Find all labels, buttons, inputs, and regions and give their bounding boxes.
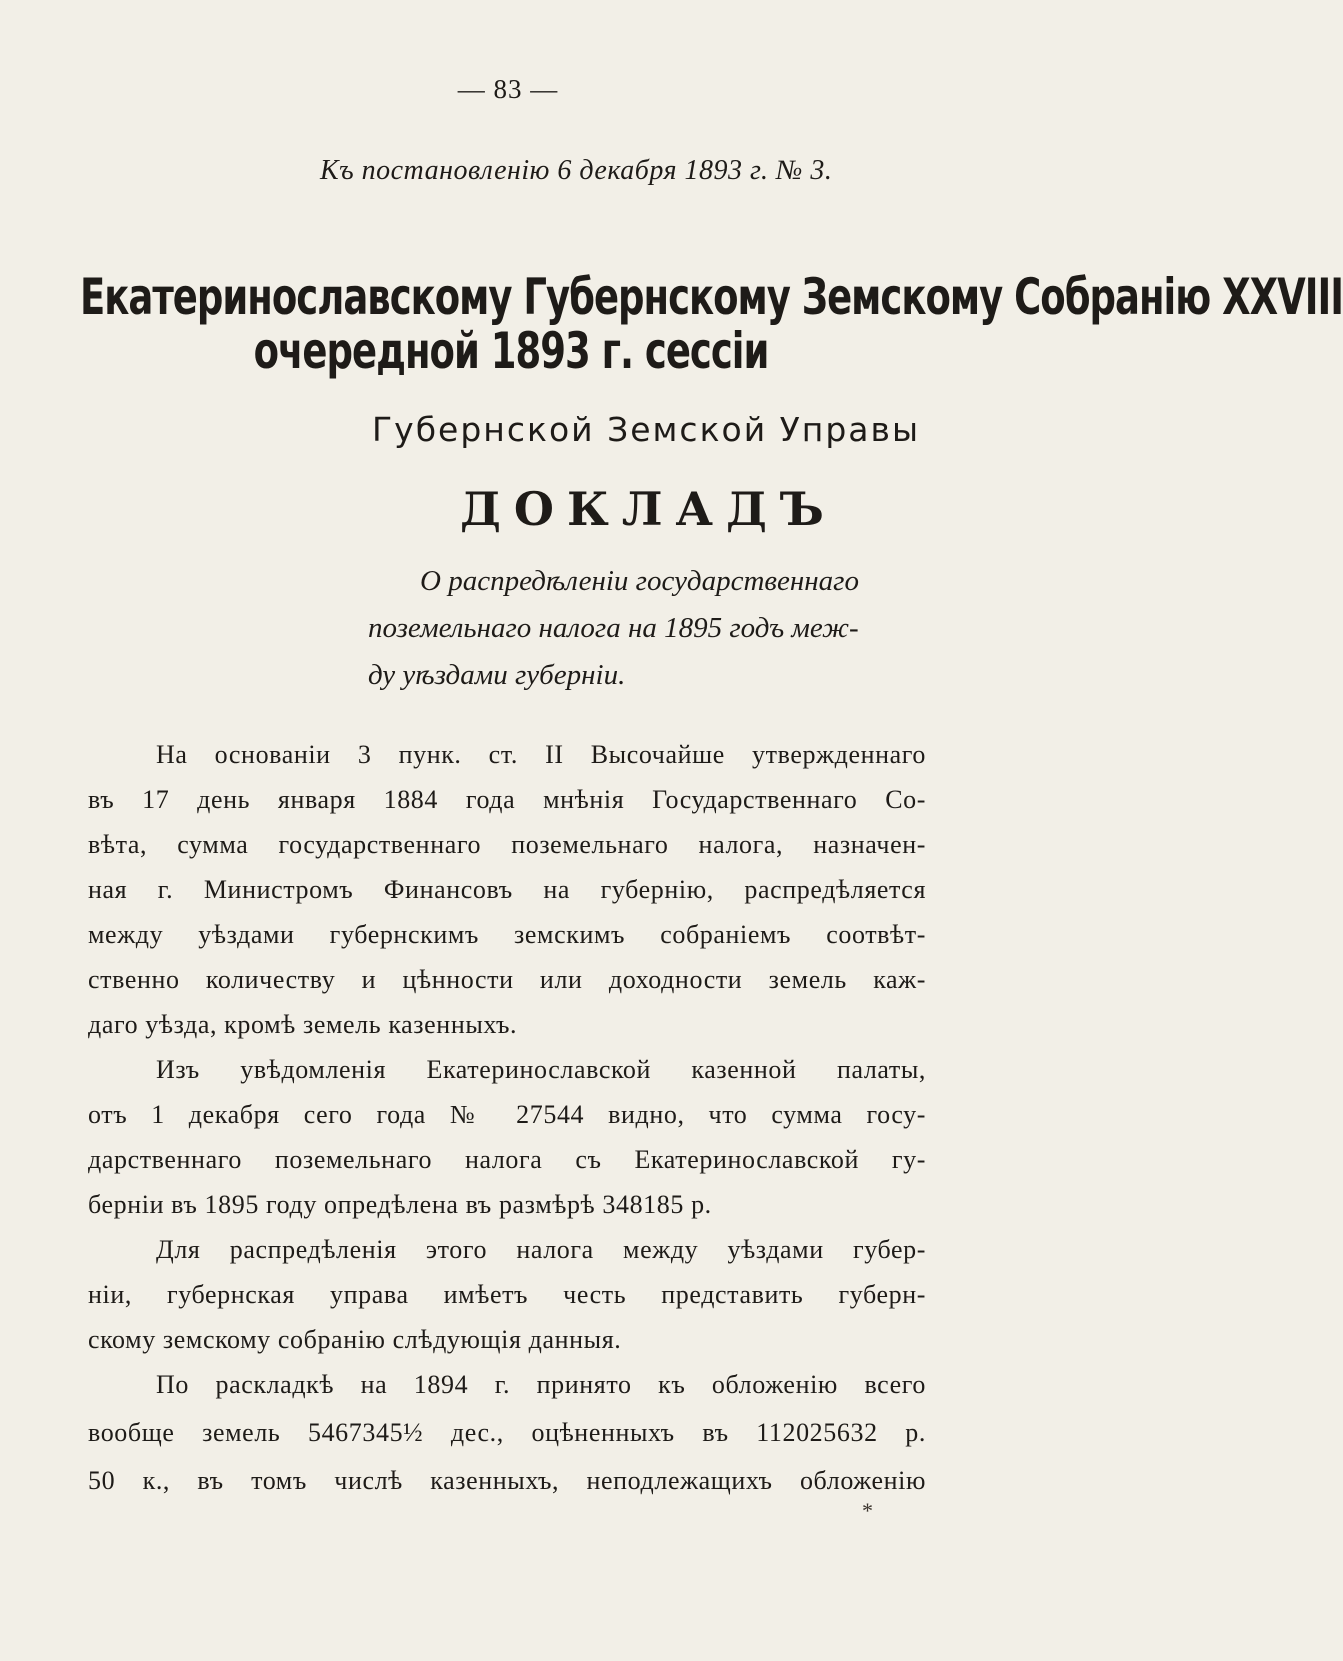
paragraph-3-line-3: скому земскому собранію слѣдующія данныя. (88, 1325, 622, 1354)
paragraph-1-line-1: На основаніи 3 пунк. ст. II Высочайше утвержденнаго (156, 740, 926, 769)
paragraph-1-line-7: даго уѣзда, кромѣ земель казенныхъ. (88, 1010, 518, 1039)
paragraph-3-line-2: ніи, губернская управа имѣетъ честь представить губерн- (88, 1280, 926, 1309)
page-number: — 83 — (457, 74, 559, 104)
paragraph-1-line-5: между уѣздами губернскимъ земскимъ собраніемъ соотвѣт- (88, 920, 926, 949)
resolution-reference: Къ постановленію 6 декабря 1893 г. № 3. (320, 155, 833, 186)
topic-line-2: поземельнаго налога на 1895 годъ меж- (368, 612, 859, 644)
title-line-1: Екатеринославскому Губернскому Земскому Собранію XXVIII (80, 268, 1343, 327)
topic-line-3: ду уѣздами губерніи. (368, 659, 626, 691)
paragraph-3-line-1: Для распредѣленія этого налога между уѣздами губер- (156, 1235, 926, 1264)
paragraph-1-line-3: вѣта, сумма государственнаго поземельнаго налога, назначен- (88, 830, 926, 859)
subtitle: Губернской Земской Управы (372, 410, 920, 449)
paragraph-2-line-3: дарственнаго поземельнаго налога съ Екатеринославской гу- (88, 1145, 926, 1174)
title-line-2: очередной 1893 г. сессіи (253, 322, 769, 381)
paragraph-1-line-2: въ 17 день января 1884 года мнѣнія Государственнаго Со- (88, 785, 926, 814)
paragraph-4-line-1: По раскладкѣ на 1894 г. принято къ обложенію всего (156, 1370, 926, 1399)
paragraph-1-line-6: ственно количеству и цѣнности или доходности земель каж- (88, 965, 926, 994)
paragraph-4-line-2: вообще земель 5467345½ дес., оцѣненныхъ въ 112025632 р. (88, 1418, 926, 1447)
topic-line-1: О распредѣленіи государственнаго (420, 565, 859, 597)
paragraph-2-line-1: Изъ увѣдомленія Екатеринославской казенной палаты, (156, 1055, 926, 1084)
footer-mark: * (862, 1498, 873, 1523)
paragraph-2-line-2: отъ 1 декабря сего года № 27544 видно, что сумма госу- (88, 1100, 926, 1129)
report-heading: ДОКЛАДЪ (460, 482, 837, 536)
paragraph-1-line-4: ная г. Министромъ Финансовъ на губернію, распредѣляется (88, 875, 926, 904)
paragraph-4-line-3: 50 к., въ томъ числѣ казенныхъ, неподлежащихъ обложенію (88, 1466, 926, 1495)
paragraph-2-line-4: берніи въ 1895 году опредѣлена въ размѣрѣ 348185 р. (88, 1190, 712, 1219)
